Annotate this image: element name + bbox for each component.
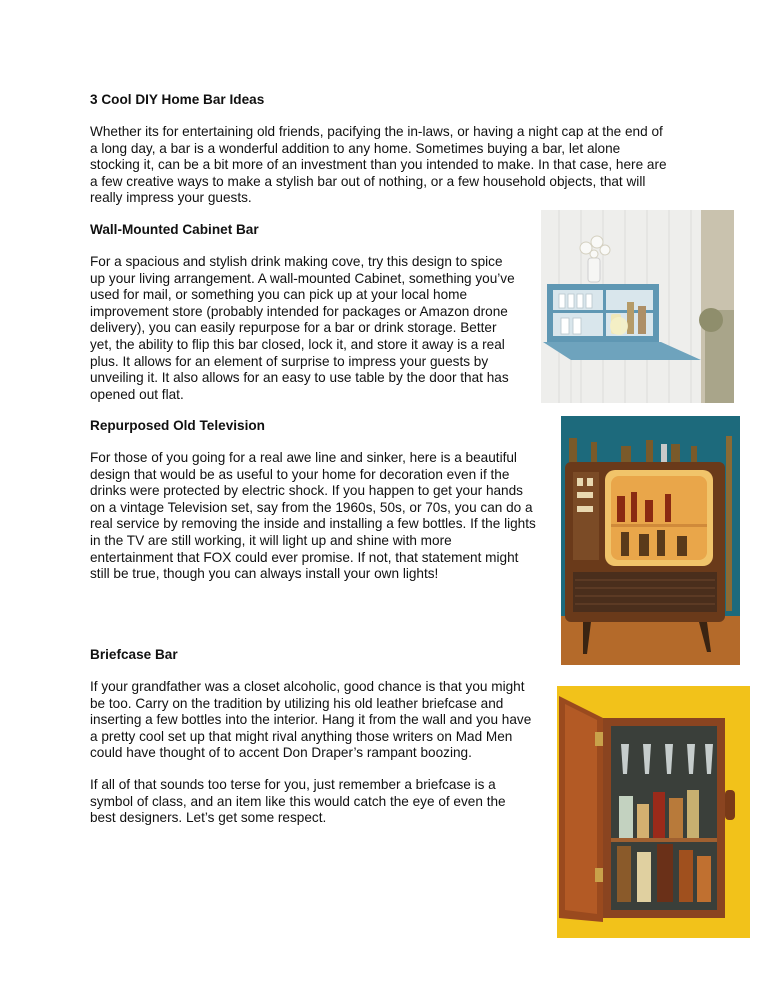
paragraph-briefcase-bar: If your grandfather was a closet alcoholic, good chance is that you might be too. Carry on the tradition by utilizing his old leather briefcase and inserting a few bottles into the interior. Hang it from the wall and you have a pretty cool set up that might rival anything those writers on Mad Men could have thought of to accent Don Draper’s rampant boozing.: [90, 679, 532, 761]
briefcase-bar-photo: [557, 686, 750, 938]
paragraph-briefcase-bar-second: If all of that sounds too terse for you, just remember a briefcase is a symbol of class, and an item like this would catch the eye of even the best designers. Let’s get some respect.: [90, 777, 506, 826]
heading-briefcase-bar: Briefcase Bar: [90, 647, 178, 662]
intro-paragraph: Whether its for entertaining old friends, pacifying the in-laws, or having a night cap at the end of a long day, a bar is a wonderful addition to any home. Sometimes buying a bar, let alone stocking it, can be a bit more of an investment than you intended to make. In that case, here are a few creative ways to make a stylish bar out of nothing, or a few household objects, that will really impress your guests.: [90, 124, 667, 206]
television-bar-photo: [561, 416, 740, 665]
wall-mounted-cabinet-bar-photo: [541, 210, 734, 403]
page-title: 3 Cool DIY Home Bar Ideas: [90, 92, 265, 107]
heading-wall-mounted-cabinet-bar: Wall-Mounted Cabinet Bar: [90, 222, 259, 237]
paragraph-wall-mounted-cabinet-bar: For a spacious and stylish drink making cove, try this design to spice up your living arrangement. A wall-mounted Cabinet, something you’ve used for mail, or something you can pick up at your local home improvement store (probably intended for packages or Amazon drone delivery), you can easily repurpose for a bar or drink storage. Better yet, the ability to flip this bar closed, lock it, and store it away is a real plus. It allows for an element of surprise to impress your guests by unveiling it. It also allows for an easy to use table by the door that has opened out flat.: [90, 254, 515, 402]
heading-repurposed-old-television: Repurposed Old Television: [90, 418, 265, 433]
paragraph-repurposed-old-television: For those of you going for a real awe line and sinker, here is a beautiful design that would be as useful to your home for decoration even if the drinks were protected by electric shock. If you happen to get your hands on a vintage Television set, say from the 1960s, 50s, or 70s, you can do a real service by removing the inside and installing a few bottles. If the lights in the TV are still working, it will light up and shine with more entertainment that FOX could ever promise. If not, that statement might still be true, though you can always install your own lights!: [90, 450, 536, 582]
